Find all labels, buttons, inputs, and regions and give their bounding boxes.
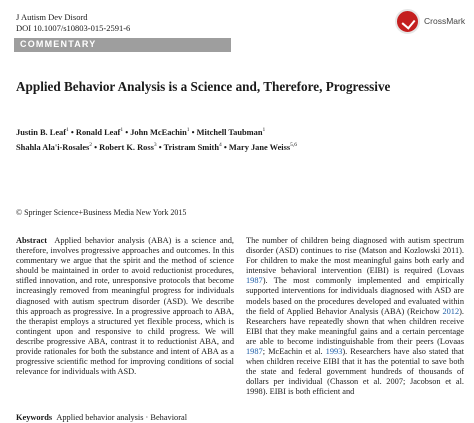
author-line-2	[16, 139, 456, 154]
author-list	[16, 124, 456, 154]
intro-column	[246, 236, 464, 398]
author-separator: •	[68, 127, 76, 137]
citation-link[interactable]: 2012	[442, 306, 460, 316]
author-name[interactable]: Justin B. Leaf	[16, 127, 67, 137]
author-name[interactable]: Robert K. Ross	[99, 142, 154, 152]
copyright-notice: © Springer Science+Business Media New York 2015	[16, 208, 187, 217]
affiliation-marker: 3	[153, 141, 157, 148]
author-separator: •	[123, 127, 131, 137]
affiliation-marker: 1	[120, 127, 124, 133]
author-separator: •	[92, 142, 100, 152]
affiliation-marker: 1	[66, 127, 69, 133]
intro-text: ). Researchers have also stated that when children receive EIBI that it has the potential to save both the state and federal government hundreds of thousands of dollars per individual (Chasson et al. 2007; Jacobson et al. 1998). EIBI is both efficient and	[246, 347, 464, 397]
section-banner	[14, 38, 231, 52]
author-separator: •	[189, 127, 197, 137]
crossmark-badge[interactable]	[395, 6, 467, 40]
abstract-column	[16, 236, 234, 377]
author-name[interactable]: Ronald Leaf	[75, 127, 121, 137]
abstract-paragraph	[16, 236, 234, 377]
author-separator: •	[156, 142, 164, 152]
citation-link[interactable]: 1987	[246, 276, 263, 286]
journal-name: J Autism Dev Disord	[16, 12, 88, 22]
crossmark-icon	[395, 9, 420, 34]
abstract-text: Applied behavior analysis (ABA) is a science and, therefore, involves progressive approaches and outcomes. In this commentary we argue that the spirit and the method of science should be maintained in order to avoid reductionist procedures, stifled innovation, and rote, unresponsive protocols that become increasingly removed from meaningful progress for individuals diagnosed with autism spectrum disorder (ASD). We describe this approach as progressive. In a progressive approach to ABA, the therapist employs a structured yet flexible process, which is contingent upon and responsive to child progress. We will describe progressive ABA, contrast it to reductionist ABA, and provide rationales for both the substance and intent of ABA as a progressive scientific method for improving conditions of social relevance for individuals with ASD.	[16, 236, 235, 377]
intro-paragraph	[246, 236, 464, 398]
intro-text: ). The most commonly implemented and empirically supported interventions for individuals diagnosed with ASD are models based on the procedures developed and evaluated within the field of Applied Behavior Analysis (ABA) (Reichow	[246, 276, 464, 316]
author-name[interactable]: Shahla Ala'i-Rosales	[16, 142, 90, 152]
citation-link[interactable]: 1993	[325, 347, 343, 357]
author-line-1	[16, 124, 456, 139]
author-name[interactable]: Tristram Smith	[163, 142, 220, 152]
affiliation-marker: 1	[262, 127, 266, 133]
intro-text: The number of children being diagnosed with autism spectrum disorder (ASD) continues to rise (Matson and Kozlowski 2011). For children to make the most meaningful gains both early and intensive behavioral intervention (EIBI) is required (Lovaas	[246, 236, 464, 276]
doi[interactable]: DOI 10.1007/s10803-015-2591-6	[16, 23, 131, 33]
section-label: COMMENTARY	[20, 39, 97, 49]
author-name[interactable]: John McEachin	[130, 127, 187, 137]
crossmark-label: CrossMark	[424, 16, 466, 26]
affiliation-marker: 5,6	[290, 141, 298, 148]
article-title: Applied Behavior Analysis is a Science and, Therefore, Progressive	[16, 79, 391, 94]
intro-text: ). Researchers have repeatedly shown that when children receive EIBI that they make meaningful gains and a certain percentage are able to become indistinguishable from their peers (Lovaas	[246, 306, 464, 346]
abstract-label: Abstract	[16, 236, 48, 245]
journal-header	[16, 12, 130, 34]
affiliation-marker: 1	[186, 127, 190, 133]
author-name[interactable]: Mitchell Taubman	[196, 127, 263, 137]
author-name[interactable]: Mary Jane Weiss	[228, 142, 291, 152]
intro-text: ; McEachin et al.	[262, 347, 326, 357]
citation-link[interactable]: 1987	[246, 347, 263, 357]
keywords-text: Applied behavior analysis · Behavioral	[56, 413, 188, 422]
keywords-label: Keywords	[16, 413, 53, 422]
author-separator: •	[221, 142, 229, 152]
affiliation-marker: 4	[219, 141, 222, 148]
affiliation-marker: 2	[89, 141, 93, 148]
keywords	[16, 413, 234, 423]
